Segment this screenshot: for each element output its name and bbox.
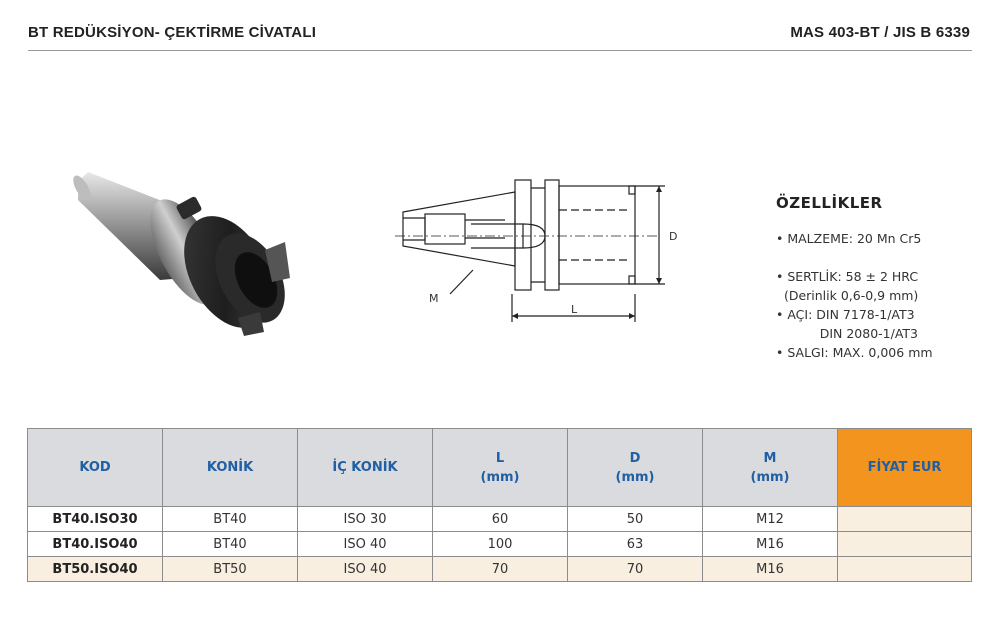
cell-price xyxy=(838,557,972,582)
standard-label: MAS 403-BT / JIS B 6339 xyxy=(790,24,970,41)
header-m-label: M xyxy=(763,450,777,466)
product-table xyxy=(27,428,972,582)
header-d-label: D xyxy=(629,450,641,466)
header-price: FİYAT EUR xyxy=(838,429,972,507)
cell-price xyxy=(838,507,972,532)
cell-m: M16 xyxy=(703,532,838,557)
dimension-m-label: M xyxy=(429,292,439,305)
spec-angle-2: DIN 2080-1/AT3 xyxy=(776,326,918,341)
table-row xyxy=(28,557,972,582)
header-m-unit: (mm) xyxy=(750,469,790,485)
cell-kod: BT50.ISO40 xyxy=(28,557,163,582)
header-d xyxy=(568,429,703,507)
header-m xyxy=(703,429,838,507)
header-kod: KOD xyxy=(28,429,163,507)
header-ic-konik: İÇ KONİK xyxy=(298,429,433,507)
spec-runout: • SALGI: MAX. 0,006 mm xyxy=(776,345,933,360)
specifications-title: ÖZELLİKLER xyxy=(776,194,883,212)
dimension-d-label: D xyxy=(669,230,678,243)
product-photo xyxy=(60,160,310,340)
spec-hardness: • SERTLİK: 58 ± 2 HRC xyxy=(776,269,919,284)
cell-ic-konik: ISO 30 xyxy=(298,507,433,532)
table-header-row xyxy=(28,429,972,507)
technical-drawing xyxy=(395,170,685,330)
cell-l: 70 xyxy=(433,557,568,582)
cell-m: M12 xyxy=(703,507,838,532)
table-row xyxy=(28,532,972,557)
cell-l: 100 xyxy=(433,532,568,557)
specifications-panel xyxy=(776,194,991,362)
header-l-unit: (mm) xyxy=(480,469,520,485)
header-konik: KONİK xyxy=(163,429,298,507)
cell-d: 70 xyxy=(568,557,703,582)
spec-angle: • AÇI: DIN 7178-1/AT3 xyxy=(776,307,915,322)
cell-m: M16 xyxy=(703,557,838,582)
cell-ic-konik: ISO 40 xyxy=(298,532,433,557)
cell-d: 50 xyxy=(568,507,703,532)
cell-l: 60 xyxy=(433,507,568,532)
cell-price xyxy=(838,532,972,557)
cell-kod: BT40.ISO30 xyxy=(28,507,163,532)
cell-ic-konik: ISO 40 xyxy=(298,557,433,582)
cell-konik: BT40 xyxy=(163,532,298,557)
table-row xyxy=(28,507,972,532)
cell-konik: BT40 xyxy=(163,507,298,532)
dimension-l-label: L xyxy=(571,303,578,316)
cell-konik: BT50 xyxy=(163,557,298,582)
cell-d: 63 xyxy=(568,532,703,557)
header-l xyxy=(433,429,568,507)
spec-material: • MALZEME: 20 Mn Cr5 xyxy=(776,231,922,246)
cell-kod: BT40.ISO40 xyxy=(28,532,163,557)
header-l-label: L xyxy=(495,450,505,466)
header-d-unit: (mm) xyxy=(615,469,655,485)
page-title: BT REDÜKSİYON- ÇEKTİRME CİVATALI xyxy=(28,24,317,41)
header-divider xyxy=(28,50,972,51)
spec-hardness-note: (Derinlik 0,6-0,9 mm) xyxy=(776,288,919,303)
